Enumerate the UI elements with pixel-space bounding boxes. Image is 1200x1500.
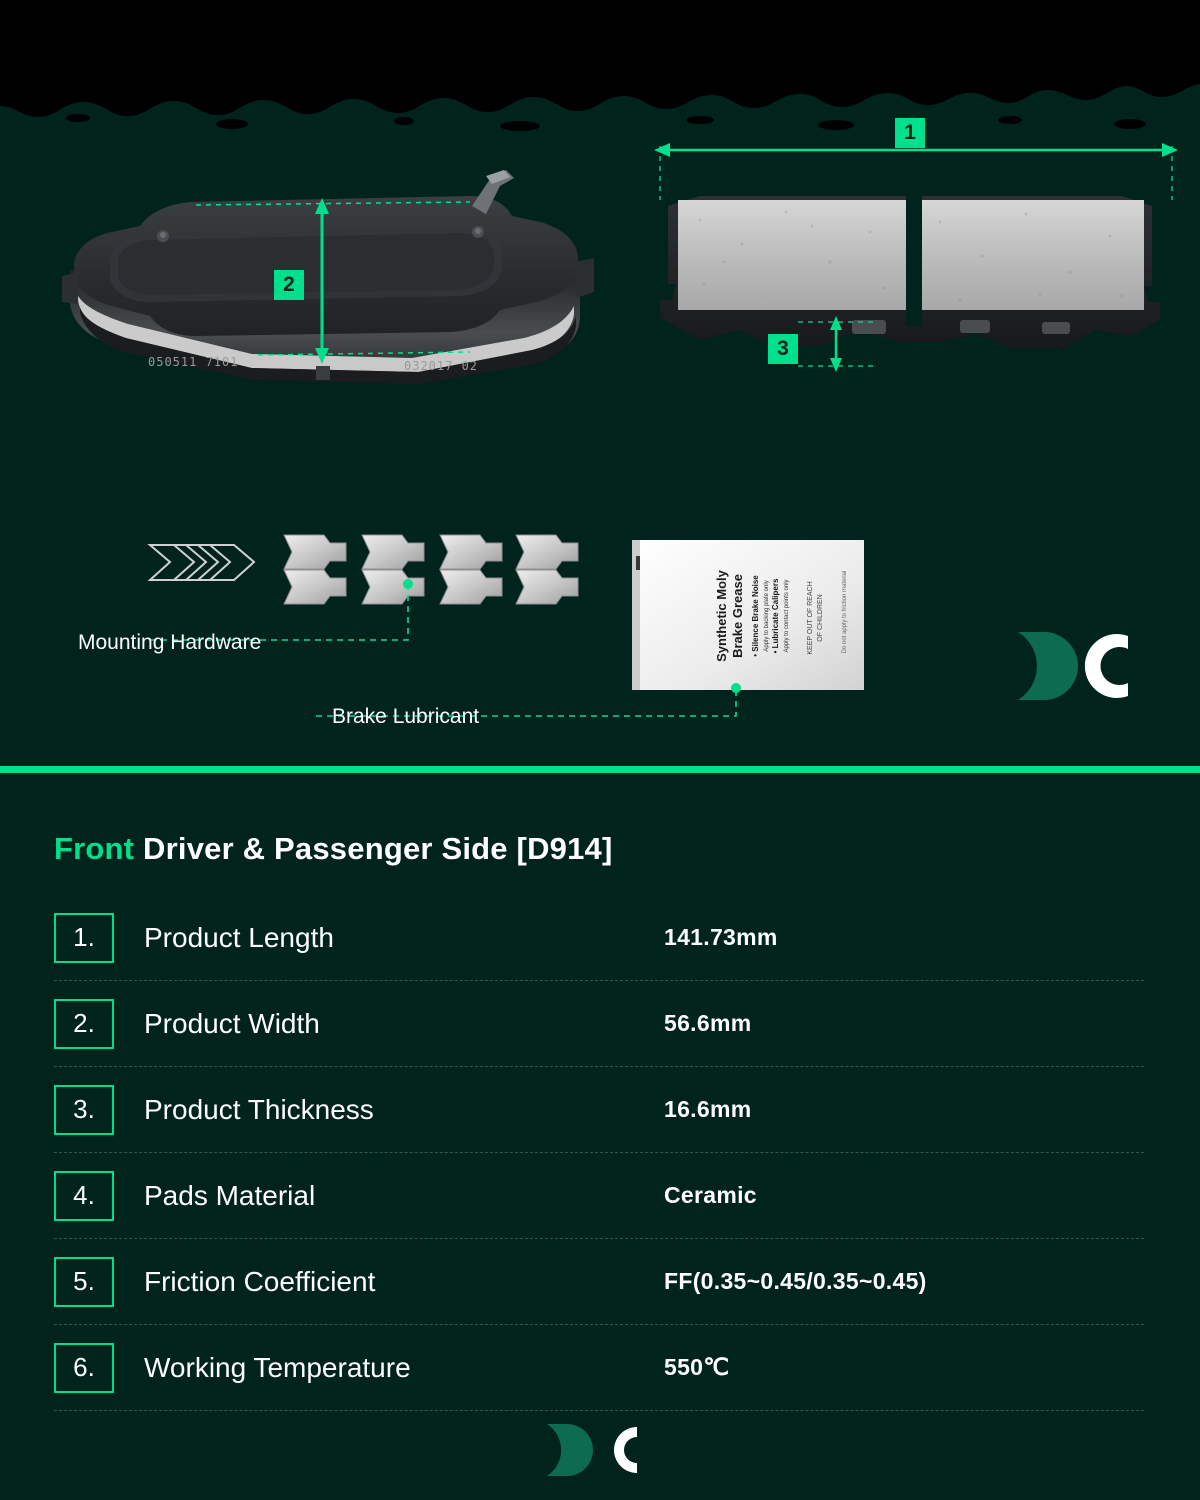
- torn-black-band: [0, 0, 1200, 131]
- spec-row-label: Product Length: [144, 921, 334, 953]
- spec-row-number: 3.: [54, 1085, 114, 1135]
- svg-text:Synthetic Moly: Synthetic Moly: [714, 570, 729, 662]
- spec-row-value: 141.73mm: [664, 924, 778, 950]
- spec-row-value: 16.6mm: [664, 1096, 752, 1122]
- brake-lubricant-packet: [632, 540, 864, 690]
- spec-row-label: Product Thickness: [144, 1093, 374, 1125]
- callout-brake-lubricant: Brake Lubricant: [332, 705, 480, 728]
- measure-badge-2: 2: [274, 270, 304, 300]
- svg-text:Apply to contact points only: Apply to contact points only: [784, 579, 790, 653]
- spec-row-number: 2.: [54, 999, 114, 1049]
- spec-row-value: Ceramic: [664, 1182, 757, 1208]
- spec-row: [54, 895, 1144, 981]
- svg-text:OF CHILDREN: OF CHILDREN: [817, 594, 824, 642]
- mounting-hardware-kit: [150, 535, 578, 604]
- svg-text:032017 02: 032017 02: [404, 359, 479, 373]
- spec-row-label: Friction Coefficient: [144, 1265, 376, 1297]
- spec-row-number: 1.: [54, 913, 114, 963]
- hardware-dot: [403, 579, 413, 589]
- spec-row-number: 6.: [54, 1343, 114, 1393]
- svg-text:Apply to backing plate only: Apply to backing plate only: [764, 580, 770, 652]
- svg-text:KEEP OUT OF REACH: KEEP OUT OF REACH: [807, 581, 814, 655]
- spec-row-label: Working Temperature: [144, 1351, 411, 1383]
- brand-logo-footer: [545, 1422, 655, 1478]
- svg-text:Do not apply to friction mater: Do not apply to friction material: [842, 570, 848, 654]
- spec-row: [54, 1239, 1144, 1325]
- dimension-length: [654, 143, 1178, 200]
- title-rest: Driver & Passenger Side [D914]: [143, 831, 613, 866]
- spec-row-value: 56.6mm: [664, 1010, 752, 1036]
- measure-badge-1: 1: [895, 118, 925, 148]
- spec-row-number: 5.: [54, 1257, 114, 1307]
- svg-text:• Silence Brake Noise: • Silence Brake Noise: [751, 575, 760, 657]
- title-accent: Front: [54, 831, 135, 866]
- brake-pad-front-view: [660, 196, 1160, 348]
- brand-logo-hero: [1018, 632, 1128, 700]
- spec-row: [54, 981, 1144, 1067]
- measure-badge-3: 3: [768, 334, 798, 364]
- svg-text:• Lubricate Calipers: • Lubricate Calipers: [771, 578, 780, 654]
- spec-row: [54, 1067, 1144, 1153]
- page-title: [54, 831, 613, 867]
- spec-row: [54, 1153, 1144, 1239]
- callout-mounting-hardware: Mounting Hardware: [78, 631, 262, 654]
- spec-row-label: Product Width: [144, 1007, 320, 1039]
- spec-row-value: 550℃: [664, 1354, 730, 1380]
- svg-text:050511 7101: 050511 7101: [148, 355, 239, 369]
- spec-row-value: FF(0.35~0.45/0.35~0.45): [664, 1268, 927, 1294]
- svg-text:Brake Grease: Brake Grease: [730, 574, 745, 658]
- spec-panel: [0, 773, 1200, 1500]
- section-divider: [0, 766, 1200, 773]
- spec-list: [54, 895, 1144, 1411]
- spec-row-number: 4.: [54, 1171, 114, 1221]
- spec-row: [54, 1325, 1144, 1411]
- spec-row-label: Pads Material: [144, 1179, 316, 1211]
- lubricant-dot: [731, 683, 741, 693]
- brake-pad-perspective: [62, 170, 594, 384]
